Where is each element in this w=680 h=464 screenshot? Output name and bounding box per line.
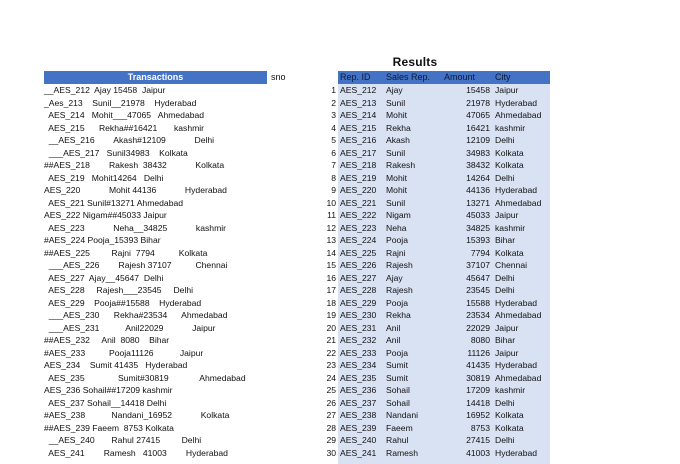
table-row: [338, 234, 550, 247]
sales-rep-cell[interactable]: Anil: [386, 322, 401, 333]
transaction-cell[interactable]: AES_237 Sohail__14418 Delhi: [44, 397, 167, 408]
transaction-cell[interactable]: AES_222 Nigam##45033 Jaipur: [44, 210, 167, 220]
transaction-cell[interactable]: ___AES_230 Rekha#23534 Ahmedabad: [44, 310, 228, 320]
table-row: [338, 422, 550, 435]
table-row: [338, 122, 550, 135]
city-cell[interactable]: Hyderabad: [495, 297, 538, 308]
rep-id-cell[interactable]: AES_236: [340, 385, 377, 395]
results-table: [338, 84, 550, 459]
table-row: [338, 372, 550, 385]
rep-id-cell[interactable]: AES_229: [340, 297, 377, 308]
amount-cell[interactable]: 15588: [466, 297, 490, 308]
transaction-cell[interactable]: __AES_240 Rahul 27415 Delhi: [44, 435, 202, 445]
rep-id-cell[interactable]: AES_223: [340, 222, 377, 233]
rep-id-cell[interactable]: AES_239: [340, 422, 377, 433]
sno-cell[interactable]: 18: [326, 297, 336, 308]
sales-rep-cell[interactable]: Rakesh: [386, 160, 416, 170]
transaction-cell[interactable]: #AES_224 Pooja_15393 Bihar: [44, 235, 161, 245]
amount-cell[interactable]: 34983: [466, 147, 490, 158]
sno-cell[interactable]: 15: [326, 260, 336, 270]
results-title: Results: [392, 55, 438, 69]
rep-id-cell[interactable]: AES_218: [340, 160, 377, 170]
city-cell[interactable]: Bihar: [495, 335, 516, 345]
sales-rep-cell[interactable]: Sumit: [386, 372, 408, 383]
sno-cell[interactable]: 1: [331, 85, 336, 95]
table-row: [338, 322, 550, 335]
sno-cell[interactable]: 25: [326, 385, 336, 395]
table-row: [338, 84, 550, 97]
sales-rep-cell[interactable]: Pooja: [386, 235, 408, 245]
transaction-cell[interactable]: AES_220 Mohit 44136 Hyderabad: [44, 185, 227, 195]
sales-rep-cell[interactable]: Sunil: [386, 97, 406, 108]
transaction-cell[interactable]: AES_221 Sunil#13271 Ahmedabad: [44, 197, 184, 208]
table-row: [338, 222, 550, 235]
amount-cell[interactable]: 22029: [466, 322, 490, 333]
sno-cell[interactable]: 9: [331, 185, 336, 195]
city-cell[interactable]: Hyderabad: [495, 185, 538, 195]
sales-rep-cell[interactable]: Mohit: [386, 110, 408, 120]
amount-header[interactable]: Amount: [444, 72, 476, 82]
rep-id-cell[interactable]: AES_222: [340, 210, 377, 220]
table-row: [338, 259, 550, 272]
amount-cell[interactable]: 12109: [466, 135, 490, 145]
sno-cell[interactable]: 3: [331, 110, 336, 120]
amount-cell[interactable]: 30819: [466, 372, 490, 383]
city-cell[interactable]: Ahmedabad: [495, 372, 542, 383]
sno-cell[interactable]: 12: [326, 222, 336, 233]
sales-rep-cell[interactable]: Faeem: [386, 422, 413, 433]
sales-rep-cell[interactable]: Rajesh: [386, 260, 413, 270]
rep-id-cell[interactable]: AES_231: [340, 322, 377, 333]
table-row: [338, 97, 550, 110]
sales-rep-cell[interactable]: Sohail: [386, 397, 410, 408]
transaction-cell[interactable]: __AES_216 Akash#12109 Delhi: [44, 135, 215, 145]
amount-cell[interactable]: 37107: [466, 260, 490, 270]
transaction-cell[interactable]: _Aes_213 Sunil__21978 Hyderabad: [44, 97, 197, 108]
table-row: [338, 359, 550, 372]
sno-cell[interactable]: 20: [326, 322, 336, 333]
rep-id-cell[interactable]: AES_237: [340, 397, 377, 408]
transaction-cell[interactable]: ___AES_231 Anil22029 Jaipur: [44, 322, 216, 333]
table-row: [338, 397, 550, 410]
table-row: [338, 409, 550, 422]
amount-cell[interactable]: 13271: [466, 197, 490, 208]
sales-rep-cell[interactable]: Mohit: [386, 172, 408, 183]
sno-cell[interactable]: 26: [326, 397, 336, 408]
rep-id-cell[interactable]: AES_216: [340, 135, 377, 145]
city-cell[interactable]: kashmir: [495, 222, 526, 233]
sno-cell[interactable]: 13: [326, 235, 336, 245]
city-cell[interactable]: Hyderabad: [495, 360, 538, 370]
city-cell[interactable]: Ahmedabad: [495, 110, 542, 120]
rep-id-cell[interactable]: AES_227: [340, 272, 377, 283]
amount-cell[interactable]: 45033: [466, 210, 490, 220]
transactions-column: [44, 84, 284, 459]
transaction-cell[interactable]: #AES_238 Nandani_16952 Kolkata: [44, 410, 230, 420]
transaction-cell[interactable]: ___AES_226 Rajesh 37107 Chennai: [44, 260, 228, 270]
amount-cell[interactable]: 8753: [470, 422, 490, 433]
rep-id-cell[interactable]: AES_233: [340, 347, 377, 358]
sno-cell[interactable]: 14: [326, 247, 336, 258]
sno-cell[interactable]: 4: [331, 122, 336, 133]
city-cell[interactable]: Hyderabad: [495, 97, 538, 108]
table-row: [338, 147, 550, 160]
sno-cell[interactable]: 10: [326, 197, 336, 208]
transaction-cell[interactable]: AES_214 Mohit___47065 Ahmedabad: [44, 110, 205, 120]
city-cell[interactable]: Delhi: [495, 172, 515, 183]
sno-cell[interactable]: 2: [331, 97, 336, 108]
city-cell[interactable]: Delhi: [495, 285, 515, 295]
table-row: [338, 159, 550, 172]
amount-cell[interactable]: 16952: [466, 410, 490, 420]
sales-rep-cell[interactable]: Sunil: [386, 197, 406, 208]
transaction-cell[interactable]: ##AES_239 Faeem 8753 Kolkata: [44, 422, 174, 433]
rep-id-cell[interactable]: AES_230: [340, 310, 377, 320]
city-cell[interactable]: Kolkata: [495, 422, 524, 433]
amount-cell[interactable]: 8080: [470, 335, 490, 345]
rep-id-cell[interactable]: AES_220: [340, 185, 377, 195]
transaction-cell[interactable]: AES_229 Pooja##15588 Hyderabad: [44, 297, 202, 308]
sales-rep-cell[interactable]: Ramesh: [386, 447, 418, 458]
rep-id-cell[interactable]: AES_219: [340, 172, 377, 183]
results-header-row: [338, 71, 550, 84]
table-row: [338, 247, 550, 260]
transactions-header[interactable]: Transactions: [44, 71, 267, 84]
transaction-cell[interactable]: ___AES_217 Sunil34983 Kolkata: [44, 147, 188, 158]
sales-rep-cell[interactable]: Nandani: [386, 410, 419, 420]
rep-id-cell[interactable]: AES_240: [340, 435, 377, 445]
transaction-cell[interactable]: AES_236 Sohail##17209 kashmir: [44, 385, 173, 395]
amount-cell[interactable]: 47065: [466, 110, 490, 120]
rep-id-cell[interactable]: AES_241: [340, 447, 377, 458]
amount-cell[interactable]: 38432: [466, 160, 490, 170]
rep-id-cell[interactable]: AES_212: [340, 85, 377, 95]
amount-cell[interactable]: 14264: [466, 172, 490, 183]
rep-id-header[interactable]: Rep. ID: [340, 72, 371, 82]
amount-cell[interactable]: 23545: [466, 285, 490, 295]
sno-cell[interactable]: 17: [326, 285, 336, 295]
sales-rep-cell[interactable]: Nigam: [386, 210, 411, 220]
sales-rep-cell[interactable]: Sumit: [386, 360, 408, 370]
sno-cell[interactable]: 27: [326, 410, 336, 420]
rep-id-cell[interactable]: AES_217: [340, 147, 377, 158]
sno-column: [300, 84, 336, 459]
sno-cell[interactable]: 5: [331, 135, 336, 145]
city-cell[interactable]: Bihar: [495, 235, 516, 245]
sales-rep-cell[interactable]: Rekha: [386, 310, 411, 320]
sno-cell[interactable]: 7: [331, 160, 336, 170]
amount-cell[interactable]: 27415: [466, 435, 490, 445]
sno-cell[interactable]: 24: [326, 372, 336, 383]
sno-cell[interactable]: 21: [326, 335, 336, 345]
transaction-cell[interactable]: AES_228 Rajesh___23545 Delhi: [44, 285, 194, 295]
amount-cell[interactable]: 21978: [466, 97, 490, 108]
sales-rep-cell[interactable]: Rahul: [386, 435, 409, 445]
rep-id-cell[interactable]: AES_228: [340, 285, 377, 295]
table-row: [338, 197, 550, 210]
table-row: [338, 434, 550, 447]
transaction-cell[interactable]: #AES_233 Pooja11126 Jaipur: [44, 347, 204, 358]
city-cell[interactable]: Kolkata: [495, 147, 524, 158]
table-row: [338, 184, 550, 197]
transaction-cell[interactable]: AES_241 Ramesh 41003 Hyderabad: [44, 447, 228, 458]
table-row: [338, 209, 550, 222]
amount-cell[interactable]: 7794: [470, 247, 490, 258]
sales-rep-cell[interactable]: Anil: [386, 335, 401, 345]
sno-cell[interactable]: 29: [326, 435, 336, 445]
city-cell[interactable]: Jaipur: [495, 210, 519, 220]
transaction-cell[interactable]: AES_223 Neha__34825 kashmir: [44, 222, 226, 233]
sales-rep-cell[interactable]: Sohail: [386, 385, 410, 395]
rep-id-cell[interactable]: AES_232: [340, 335, 377, 345]
rep-id-cell[interactable]: AES_224: [340, 235, 377, 245]
amount-cell[interactable]: 15458: [466, 85, 490, 95]
city-cell[interactable]: Ahmedabad: [495, 310, 542, 320]
rep-id-cell[interactable]: AES_215: [340, 122, 377, 133]
city-cell[interactable]: Kolkata: [495, 160, 524, 170]
sno-cell[interactable]: 22: [326, 347, 336, 358]
table-row: [338, 109, 550, 122]
city-cell[interactable]: Hyderabad: [495, 447, 538, 458]
rep-id-cell[interactable]: AES_235: [340, 372, 377, 383]
sales-rep-cell[interactable]: Rajni: [386, 247, 406, 258]
city-cell[interactable]: Ahmedabad: [495, 197, 542, 208]
city-cell[interactable]: kashmir: [495, 385, 526, 395]
city-cell[interactable]: kashmir: [495, 122, 526, 133]
sno-cell[interactable]: 30: [326, 447, 336, 458]
sno-cell[interactable]: 11: [327, 210, 336, 220]
rep-id-cell[interactable]: AES_221: [340, 197, 377, 208]
city-cell[interactable]: Delhi: [495, 135, 515, 145]
table-row: [338, 284, 550, 297]
rep-id-cell[interactable]: AES_234: [340, 360, 377, 370]
transaction-cell[interactable]: AES_219 Mohit14264 Delhi: [44, 172, 164, 183]
table-row: [338, 347, 550, 360]
amount-cell[interactable]: 14418: [466, 397, 490, 408]
city-cell[interactable]: Jaipur: [495, 347, 519, 358]
amount-cell[interactable]: 16421: [466, 122, 490, 133]
sales-rep-cell[interactable]: Sunil: [386, 147, 406, 158]
city-cell[interactable]: Jaipur: [495, 85, 519, 95]
transaction-cell[interactable]: ##AES_218 Rakesh 38432 Kolkata: [44, 160, 225, 170]
table-row: [338, 334, 550, 347]
sno-cell[interactable]: 8: [331, 172, 336, 183]
amount-cell[interactable]: 41003: [466, 447, 490, 458]
sales-rep-cell[interactable]: Akash: [386, 135, 410, 145]
rep-id-cell[interactable]: AES_214: [340, 110, 377, 120]
transaction-cell[interactable]: AES_235 Sumit#30819 Ahmedabad: [44, 372, 246, 383]
rep-id-cell[interactable]: AES_225: [340, 247, 377, 258]
city-cell[interactable]: Kolkata: [495, 247, 524, 258]
sales-rep-cell[interactable]: Ajay: [386, 272, 403, 283]
amount-cell[interactable]: 15393: [466, 235, 490, 245]
city-cell[interactable]: Kolkata: [495, 410, 524, 420]
amount-cell[interactable]: 44136: [466, 185, 490, 195]
table-row: [338, 172, 550, 185]
table-row: [338, 134, 550, 147]
table-row: [338, 447, 550, 460]
sno-cell[interactable]: 23: [326, 360, 336, 370]
sales-rep-cell[interactable]: Neha: [386, 222, 407, 233]
rep-id-cell[interactable]: AES_238: [340, 410, 377, 420]
transaction-cell[interactable]: AES_215 Rekha##16421 kashmir: [44, 122, 205, 133]
sales-rep-cell[interactable]: Rekha: [386, 122, 411, 133]
city-cell[interactable]: Delhi: [495, 397, 515, 408]
sno-cell[interactable]: 16: [326, 272, 336, 283]
sales-rep-cell[interactable]: Pooja: [386, 297, 408, 308]
amount-cell[interactable]: 17209: [466, 385, 490, 395]
city-cell[interactable]: Delhi: [495, 272, 515, 283]
amount-cell[interactable]: 45647: [466, 272, 490, 283]
city-cell[interactable]: Jaipur: [495, 322, 519, 333]
sales-rep-cell[interactable]: Ajay: [386, 85, 403, 95]
sno-header[interactable]: sno: [271, 72, 286, 82]
city-header[interactable]: City: [495, 72, 511, 82]
amount-cell[interactable]: 41435: [466, 360, 490, 370]
transaction-cell[interactable]: __AES_212 Ajay 15458 Jaipur: [44, 85, 166, 95]
transaction-cell[interactable]: ##AES_232 Anil 8080 Bihar: [44, 335, 170, 345]
table-row: [338, 272, 550, 285]
sno-cell[interactable]: 6: [331, 147, 336, 158]
table-row: [338, 384, 550, 397]
sales-rep-cell[interactable]: Pooja: [386, 347, 408, 358]
transaction-cell[interactable]: AES_227 Ajay__45647 Delhi: [44, 272, 164, 283]
transaction-cell[interactable]: ##AES_225 Rajni 7794 Kolkata: [44, 247, 208, 258]
table-row: [338, 309, 550, 322]
amount-cell[interactable]: 11126: [467, 347, 490, 358]
amount-cell[interactable]: 23534: [466, 310, 490, 320]
transaction-cell[interactable]: AES_234 Sumit 41435 Hyderabad: [44, 360, 188, 370]
city-cell[interactable]: Delhi: [495, 435, 515, 445]
sales-rep-cell[interactable]: Rajesh: [386, 285, 413, 295]
sales-rep-header[interactable]: Sales Rep.: [386, 72, 431, 82]
sno-cell[interactable]: 28: [326, 422, 336, 433]
sno-cell[interactable]: 19: [326, 310, 336, 320]
rep-id-cell[interactable]: AES_226: [340, 260, 377, 270]
rep-id-cell[interactable]: AES_213: [340, 97, 377, 108]
city-cell[interactable]: Chennai: [495, 260, 528, 270]
table-row: [338, 297, 550, 310]
sales-rep-cell[interactable]: Mohit: [386, 185, 408, 195]
amount-cell[interactable]: 34825: [466, 222, 490, 233]
